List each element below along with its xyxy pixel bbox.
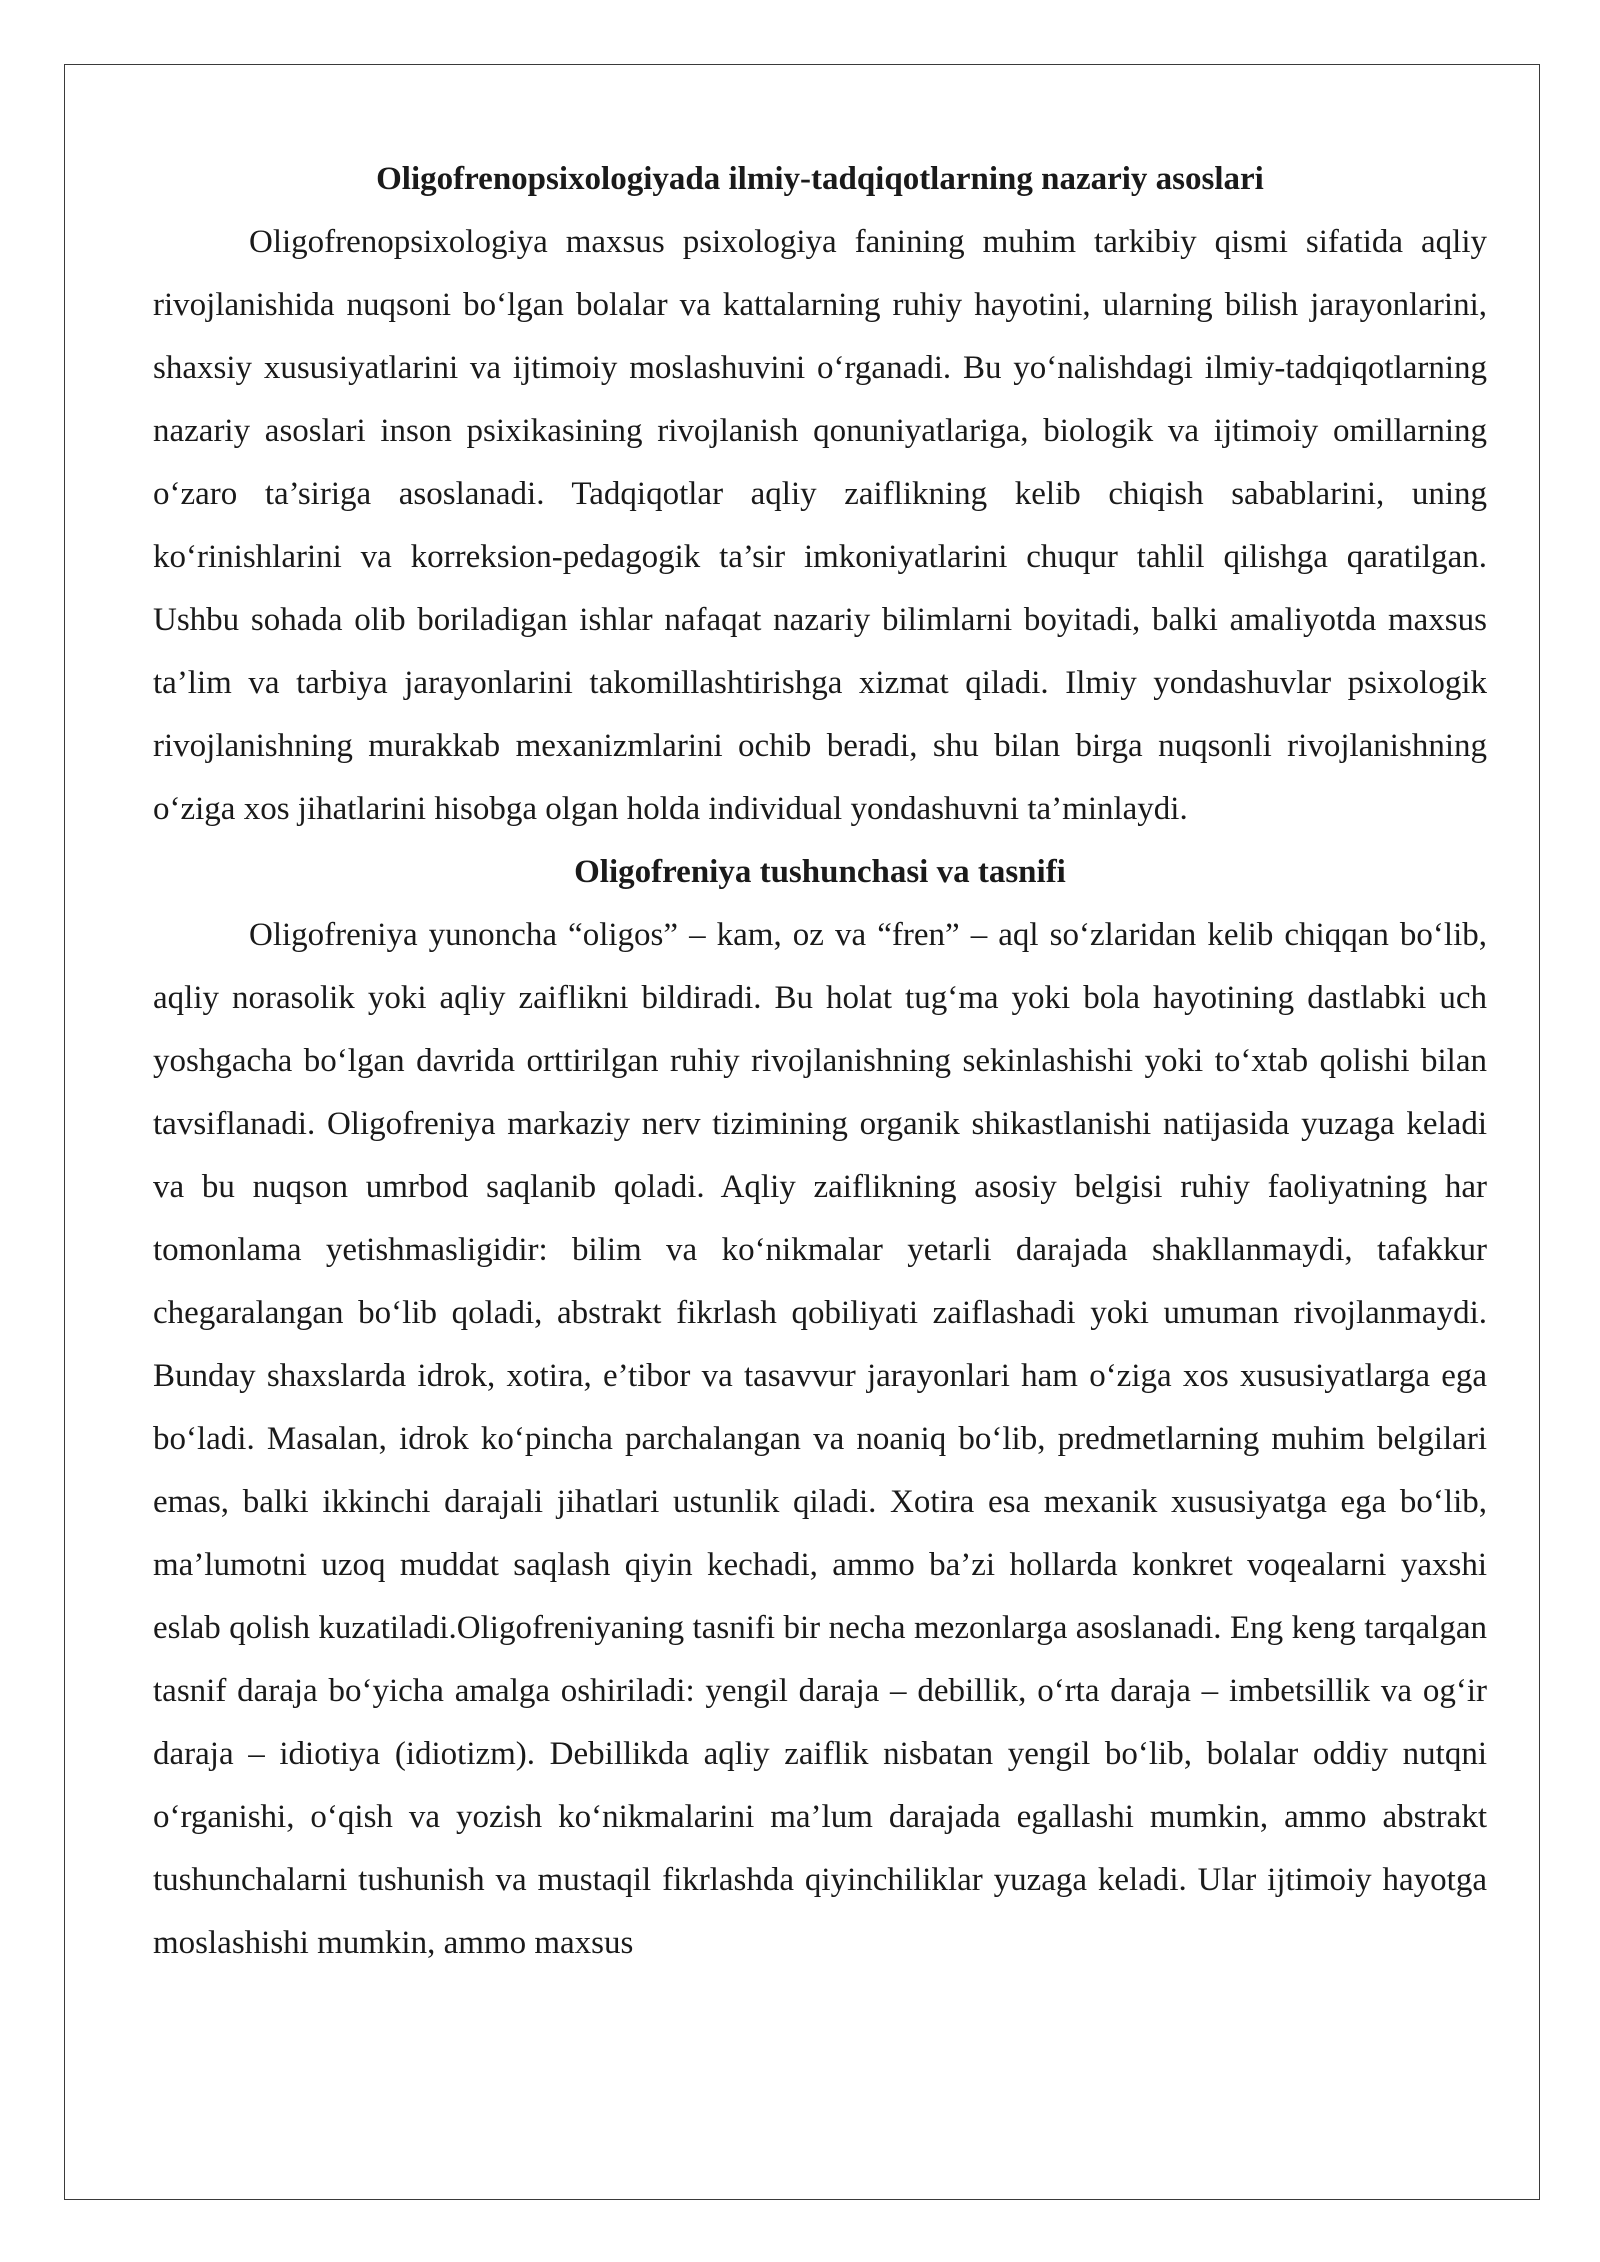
document-body [153, 148, 1487, 1975]
paragraph-nazariy-asoslar: Oligofrenopsixologiya maxsus psixologiya fanining muhim tarkibiy qismi sifatida aqliy rivojlanishida nuqsoni bo‘lgan bolalar va kattalarning ruhiy hayotini, ularning bilish jarayonlarini, shaxsiy xususiyatlarini va ijtimoiy moslashuvini o‘rganadi. Bu yo‘nalishdagi ilmiy-tadqiqotlarning nazariy asoslari inson psixikasining rivojlanish qonuniyatlariga, biologik va ijtimoiy omillarning o‘zaro ta’siriga asoslanadi. Tadqiqotlar aqliy zaiflikning kelib chiqish sabablarini, uning ko‘rinishlarini va korreksion-pedagogik ta’sir imkoniyatlarini chuqur tahlil qilishga qaratilgan. Ushbu sohada olib boriladigan ishlar nafaqat nazariy bilimlarni boyitadi, balki amaliyotda maxsus ta’lim va tarbiya jarayonlarini takomillashtirishga xizmat qiladi. Ilmiy yondashuvlar psixologik rivojlanishning murakkab mexanizmlarini ochib beradi, shu bilan birga nuqsonli rivojlanishning o‘ziga xos jihatlarini hisobga olgan holda individual yondashuvni ta’minlaydi. [153, 224, 1487, 827]
section-title-oligofreniya-tasnifi: Oligofreniya tushunchasi va tasnifi [574, 854, 1066, 890]
paragraph-oligofreniya-tasnifi: Oligofreniya yunoncha “oligos” – kam, oz va “fren” – aql so‘zlaridan kelib chiqqan bo‘lib, aqliy norasolik yoki aqliy zaiflikni bildiradi. Bu holat tug‘ma yoki bola hayotining dastlabki uch yoshgacha bo‘lgan davrida orttirilgan ruhiy rivojlanishning sekinlashishi yoki to‘xtab qolishi bilan tavsiflanadi. Oligofreniya markaziy nerv tizimining organik shikastlanishi natijasida yuzaga keladi va bu nuqson umrbod saqlanib qoladi. Aqliy zaiflikning asosiy belgisi ruhiy faoliyatning har tomonlama yetishmasligidir: bilim va ko‘nikmalar yetarli darajada shakllanmaydi, tafakkur chegaralangan bo‘lib qoladi, abstrakt fikrlash qobiliyati zaiflashadi yoki umuman rivojlanmaydi. Bunday shaxslarda idrok, xotira, e’tibor va tasavvur jarayonlari ham o‘ziga xos xususiyatlarga ega bo‘ladi. Masalan, idrok ko‘pincha parchalangan va noaniq bo‘lib, predmetlarning muhim belgilari emas, balki ikkinchi darajali jihatlari ustunlik qiladi. Xotira esa mexanik xususiyatga ega bo‘lib, ma’lumotni uzoq muddat saqlash qiyin kechadi, ammo ba’zi hollarda konkret voqealarni yaxshi eslab qolish kuzatiladi.Oligofreniyaning tasnifi bir necha mezonlarga asoslanadi. Eng keng tarqalgan tasnif daraja bo‘yicha amalga oshiriladi: yengil daraja – debillik, o‘rta daraja – imbetsillik va og‘ir daraja – idiotiya (idiotizm). Debillikda aqliy zaiflik nisbatan yengil bo‘lib, bolalar oddiy nutqni o‘rganishi, o‘qish va yozish ko‘nikmalarini ma’lum darajada egallashi mumkin, ammo abstrakt tushunchalarni tushunish va mustaqil fikrlashda qiyinchiliklar yuzaga keladi. Ular ijtimoiy hayotga moslashishi mumkin, ammo maxsus [153, 917, 1487, 1961]
section-title-nazariy-asoslar: Oligofrenopsixologiyada ilmiy-tadqiqotlarning nazariy asoslari [376, 161, 1264, 197]
